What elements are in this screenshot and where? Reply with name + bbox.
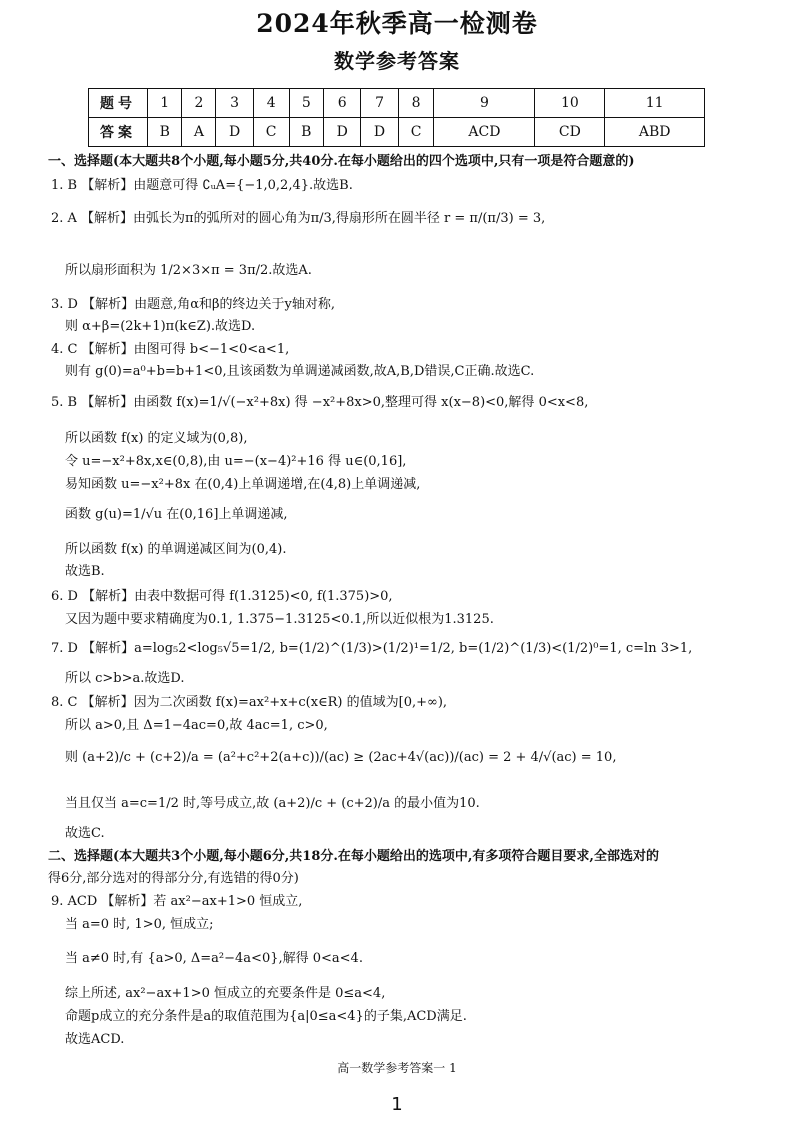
table-cell: D	[324, 118, 361, 147]
table-header-cell: 题号	[89, 89, 148, 118]
table-cell: A	[182, 118, 216, 147]
table-cell: 6	[324, 89, 361, 118]
answer-line: 令 u=−x²+8x,x∈(0,8),由 u=−(x−4)²+16 得 u∈(0,16],	[65, 454, 407, 469]
table-cell: ACD	[434, 118, 535, 147]
answer-line: 5. B 【解析】由函数 f(x)=1/√(−x²+8x) 得 −x²+8x>0,整理可得 x(x−8)<0,解得 0<x<8,	[51, 395, 589, 410]
table-cell: B	[148, 118, 182, 147]
answer-line: 3. D 【解析】由题意,角α和β的终边关于y轴对称,	[51, 297, 335, 312]
table-cell: B	[289, 118, 323, 147]
answer-line: 则 (a+2)/c + (c+2)/a = (a²+c²+2(a+c))/(ac) ≥ (2ac+4√(ac))/(ac) = 2 + 4/√(ac) = 10,	[65, 750, 617, 765]
page-number: 1	[391, 1094, 403, 1115]
answer-line: 2. A 【解析】由弧长为π的弧所对的圆心角为π/3,得扇形所在圆半径 r = π/(π/3) = 3,	[51, 211, 546, 226]
table-cell: C	[253, 118, 289, 147]
table-row	[89, 89, 705, 118]
answer-line: 7. D 【解析】a=log₅2<log₅√5=1/2, b=(1/2)^(1/3)>(1/2)¹=1/2, b=(1/2)^(1/3)<(1/2)⁰=1, c=ln 3>1,	[51, 641, 693, 656]
table-cell: 5	[289, 89, 323, 118]
answer-line: 函数 g(u)=1/√u 在(0,16]上单调递减,	[65, 507, 288, 522]
answer-line: 4. C 【解析】由图可得 b<−1<0<a<1,	[51, 342, 290, 357]
table-row	[89, 118, 705, 147]
table-cell: D	[361, 118, 398, 147]
table-cell: ABD	[605, 118, 705, 147]
page-footer: 高一数学参考答案一 1	[337, 1061, 457, 1075]
answer-line: 8. C 【解析】因为二次函数 f(x)=ax²+x+c(x∈R) 的值域为[0,+∞),	[51, 695, 448, 710]
section-heading: 二、选择题(本大题共3个小题,每小题6分,共18分.在每小题给出的选项中,有多项符合题目要求,全部选对的	[48, 849, 659, 864]
answer-line: 所以函数 f(x) 的定义域为(0,8),	[65, 431, 248, 446]
answer-line: 则有 g(0)=a⁰+b=b+1<0,且该函数为单调递减函数,故A,B,D错误,C正确.故选C.	[65, 364, 535, 379]
answer-line: 故选B.	[65, 564, 105, 579]
answer-line: 综上所述, ax²−ax+1>0 恒成立的充要条件是 0≤a<4,	[65, 986, 386, 1001]
answer-line: 所以扇形面积为 1/2×3×π = 3π/2.故选A.	[65, 263, 312, 278]
answer-line: 当 a≠0 时,有 {a>0, Δ=a²−4a<0},解得 0<a<4.	[65, 951, 363, 966]
table-cell: 9	[434, 89, 535, 118]
answer-line: 6. D 【解析】由表中数据可得 f(1.3125)<0, f(1.375)>0,	[51, 589, 393, 604]
answer-line: 所以 a>0,且 Δ=1−4ac=0,故 4ac=1, c>0,	[65, 718, 328, 733]
table-cell: 11	[605, 89, 705, 118]
table-cell: 1	[148, 89, 182, 118]
table-cell: 2	[182, 89, 216, 118]
answer-table	[88, 88, 705, 147]
answer-line: 故选C.	[65, 826, 105, 841]
page-title: 2024年秋季高一检测卷	[256, 9, 538, 38]
table-cell: D	[216, 118, 253, 147]
section-heading: 得6分,部分选对的得部分分,有选错的得0分)	[48, 871, 299, 886]
table-cell: 4	[253, 89, 289, 118]
answer-line: 易知函数 u=−x²+8x 在(0,4)上单调递增,在(4,8)上单调递减,	[65, 477, 421, 492]
answer-line: 命题p成立的充分条件是a的取值范围为{a|0≤a<4}的子集,ACD满足.	[65, 1009, 467, 1024]
table-cell: 3	[216, 89, 253, 118]
answer-line: 故选ACD.	[65, 1032, 125, 1047]
answer-line: 1. B 【解析】由题意可得 ∁ᵤA={−1,0,2,4}.故选B.	[51, 178, 353, 193]
section-heading: 一、选择题(本大题共8个小题,每小题5分,共40分.在每小题给出的四个选项中,只有一项是符合题意的)	[48, 154, 635, 169]
answer-line: 所以 c>b>a.故选D.	[65, 671, 185, 686]
answer-line: 则 α+β=(2k+1)π(k∈Z).故选D.	[65, 319, 256, 334]
answer-line: 又因为题中要求精确度为0.1, 1.375−1.3125<0.1,所以近似根为1.3125.	[65, 612, 494, 627]
table-cell: 8	[398, 89, 434, 118]
answer-line: 9. ACD 【解析】若 ax²−ax+1>0 恒成立,	[51, 894, 303, 909]
table-cell: 10	[535, 89, 605, 118]
answer-line: 当且仅当 a=c=1/2 时,等号成立,故 (a+2)/c + (c+2)/a 的最小值为10.	[65, 796, 480, 811]
answer-line: 当 a=0 时, 1>0, 恒成立;	[65, 917, 214, 932]
table-cell: C	[398, 118, 434, 147]
table-cell: 7	[361, 89, 398, 118]
table-cell: CD	[535, 118, 605, 147]
answer-line: 所以函数 f(x) 的单调递减区间为(0,4).	[65, 542, 287, 557]
page-subtitle: 数学参考答案	[334, 49, 460, 73]
table-header-cell: 答案	[89, 118, 148, 147]
